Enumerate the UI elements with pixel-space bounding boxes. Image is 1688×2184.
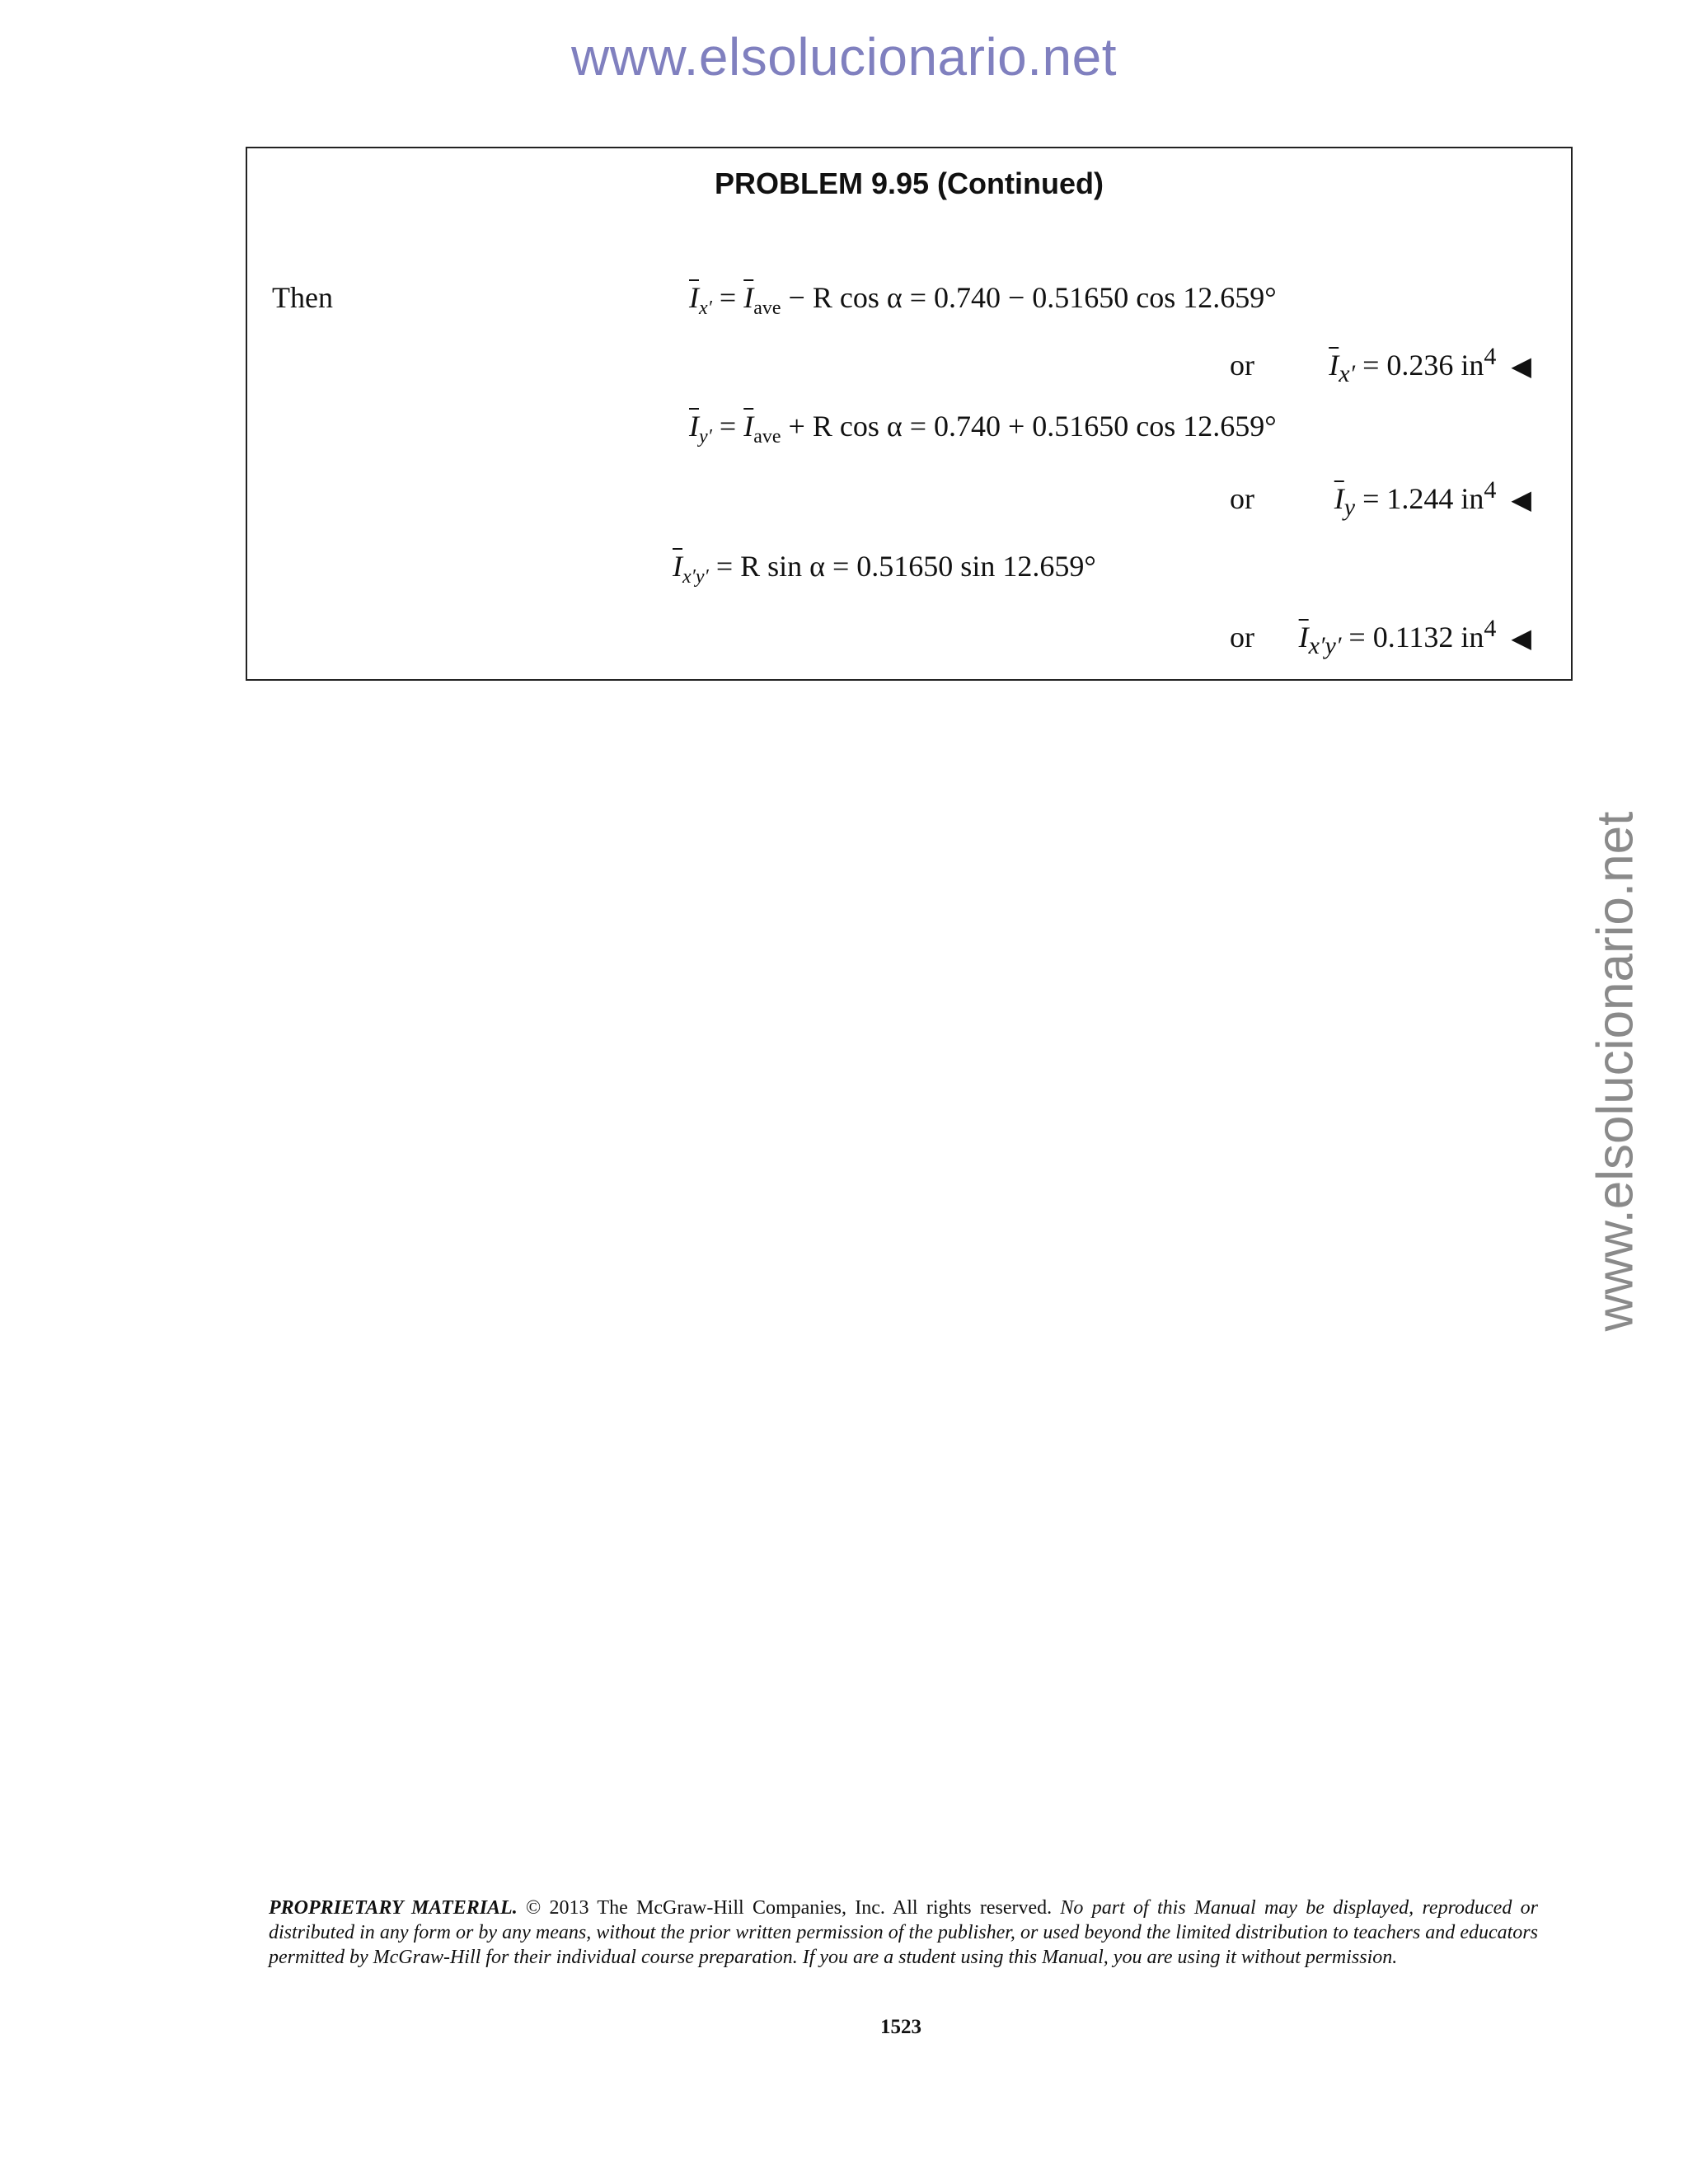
copyright-notice	[269, 1896, 1538, 1970]
res2-value: = 1.244 in	[1355, 482, 1484, 515]
res3-subscript: x′y′	[1308, 632, 1342, 660]
result2-or: or	[1230, 482, 1254, 515]
eq2-lhs-symbol: $\overline{I}$	[689, 410, 699, 443]
res2-subscript: y	[1343, 494, 1356, 522]
equation-ixy-prime	[673, 549, 1096, 588]
equation-ix-prime	[689, 280, 1277, 319]
then-label: Then	[272, 281, 333, 314]
result-ixy-prime	[1299, 615, 1531, 660]
watermark-side: www.elsolucionario.net	[1587, 811, 1644, 1332]
eq1-expression: − R cos α = 0.740 − 0.51650 cos 12.659°	[781, 281, 1277, 314]
eq3-expression: = R sin α = 0.51650 sin 12.659°	[708, 550, 1096, 583]
eq3-lhs-symbol: $\overline{I}$	[673, 550, 682, 583]
res3-value: = 0.1132 in	[1341, 621, 1484, 654]
res3-symbol: $\overline{I}$	[1298, 621, 1309, 654]
permission-notice: No part of this Manual may be displayed, reproduced or distributed in any form or by any means, without the prior written permission of the publisher, or used beyond the limited distribution to teachers and educators permitted by McGraw-Hill for their individual course preparation. If you are a student using this Manual, you are using it without permission.	[269, 1897, 1538, 1968]
result3-or: or	[1230, 621, 1254, 654]
result-iy	[1334, 476, 1531, 522]
result1-or: or	[1230, 349, 1254, 382]
answer-marker-icon: ◀	[1511, 623, 1531, 653]
result-ix-prime	[1329, 343, 1531, 388]
res2-symbol: $\overline{I}$	[1334, 482, 1344, 515]
answer-marker-icon: ◀	[1511, 351, 1531, 381]
eq1-mid-symbol: $\overline{I}$	[743, 281, 754, 314]
eq1-lhs-symbol: $\overline{I}$	[689, 281, 699, 314]
proprietary-label: PROPRIETARY MATERIAL.	[269, 1897, 518, 1919]
eq2-mid-symbol: $\overline{I}$	[743, 410, 754, 443]
res1-exponent: 4	[1484, 343, 1497, 370]
res1-subscript: x′	[1339, 360, 1356, 388]
answer-marker-icon: ◀	[1511, 485, 1531, 514]
res2-exponent: 4	[1484, 476, 1497, 504]
eq1-mid-subscript: ave	[753, 298, 781, 319]
page-number: 1523	[880, 2016, 921, 2038]
eq2-equals: =	[719, 410, 737, 443]
eq2-expression: + R cos α = 0.740 + 0.51650 cos 12.659°	[781, 410, 1277, 443]
res3-exponent: 4	[1484, 615, 1497, 642]
eq3-lhs-subscript: x′y′	[682, 566, 709, 588]
copyright-line: © 2013 The McGraw-Hill Companies, Inc. All rights reserved.	[517, 1897, 1061, 1919]
res1-value: = 0.236 in	[1355, 349, 1484, 382]
problem-box	[246, 147, 1573, 681]
eq2-mid-subscript: ave	[753, 426, 781, 448]
res1-symbol: $\overline{I}$	[1329, 349, 1339, 382]
eq1-lhs-subscript: x′	[699, 298, 712, 319]
eq1-equals: =	[719, 281, 737, 314]
problem-title: PROBLEM 9.95 (Continued)	[714, 166, 1104, 200]
equation-iy-prime	[689, 409, 1277, 448]
watermark-top: www.elsolucionario.net	[571, 27, 1117, 87]
eq2-lhs-subscript: y′	[699, 426, 712, 448]
